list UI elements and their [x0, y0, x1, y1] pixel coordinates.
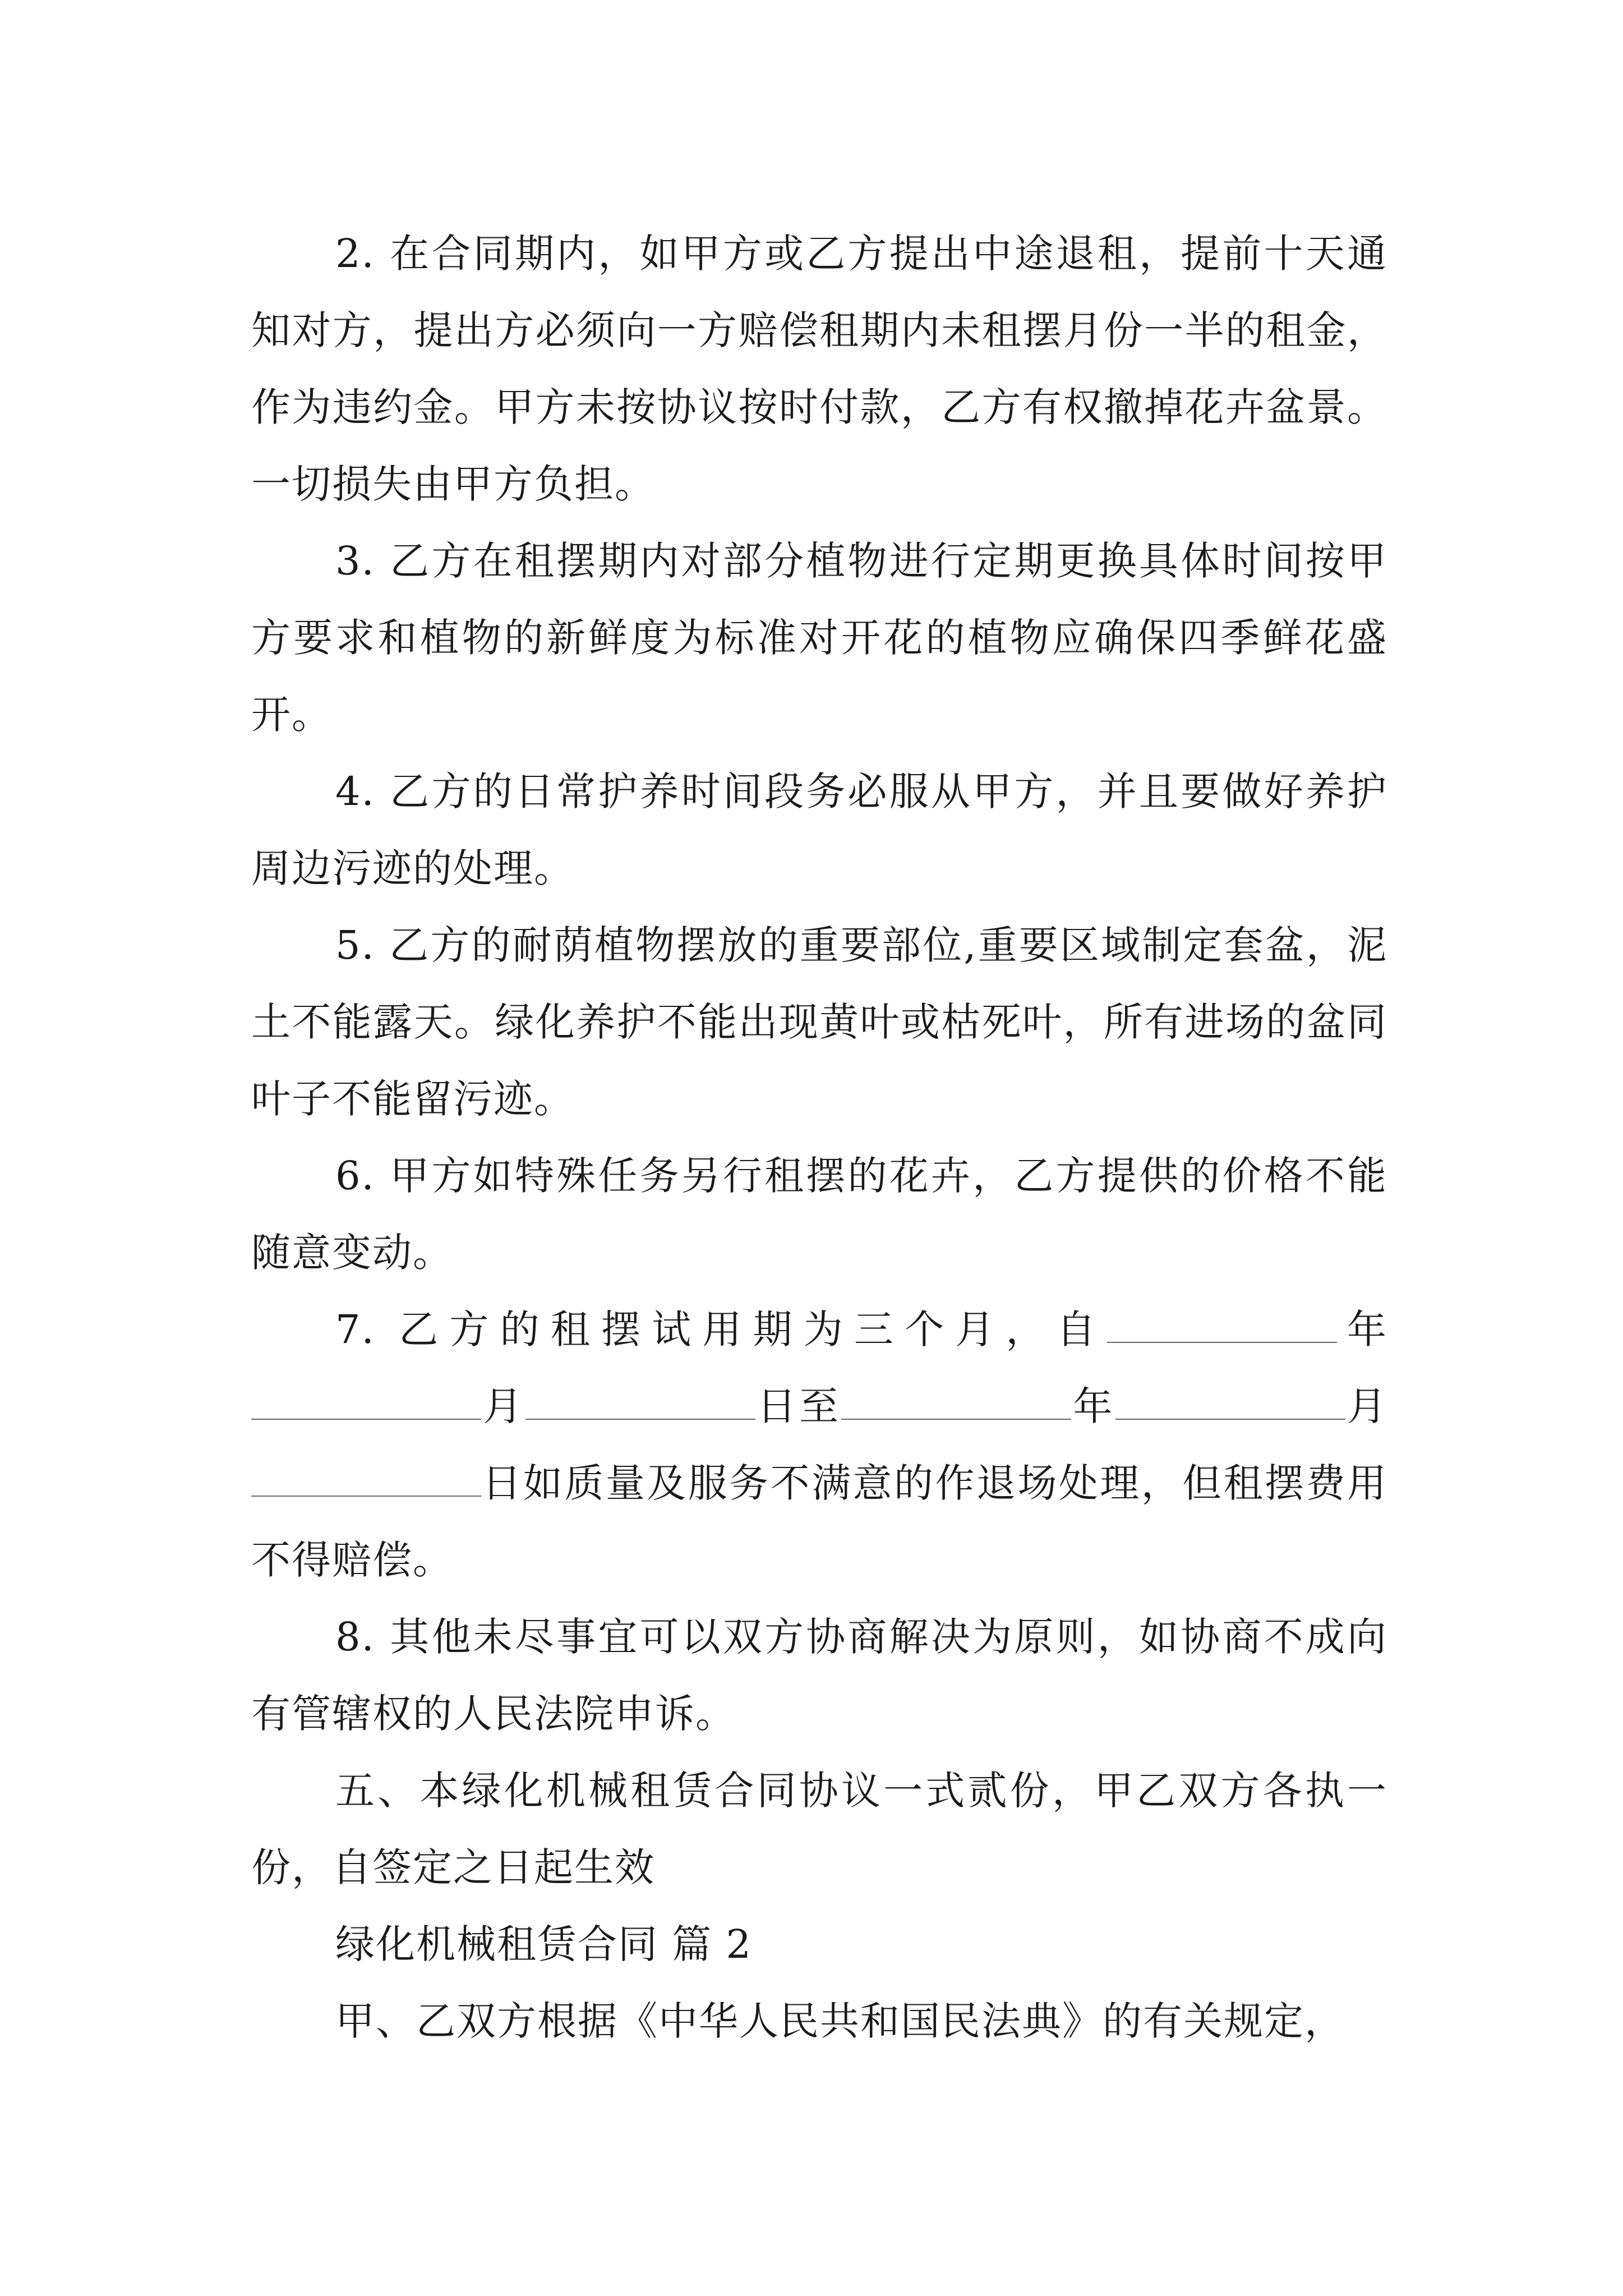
blank-field [251, 1462, 481, 1497]
clause-7-day-1: 日至 [755, 1383, 842, 1429]
clause-5: 5. 乙方的耐荫植物摆放的重要部位,重要区域制定套盆，泥土不能露天。绿化养护不能出现黄叶或枯死叶，所有进场的盆同叶子不能留污迹。 [251, 922, 1387, 1122]
clause-6: 6. 甲方如特殊任务另行租摆的花卉，乙方提供的价格不能随意变动。 [251, 1153, 1387, 1276]
blank-field [251, 1385, 481, 1420]
clause-7-lead: 7. 乙方的租摆试用期为三个月，自 [335, 1306, 1107, 1352]
clause-7 [251, 1291, 1387, 1599]
clause-7-month-1: 月 [481, 1383, 525, 1429]
blank-field [841, 1385, 1071, 1420]
clause-7-month-2: 月 [1345, 1383, 1387, 1429]
section-5: 五、本绿化机械租赁合同协议一式贰份，甲乙双方各执一份，自签定之日起生效 [251, 1768, 1387, 1890]
intro-paragraph: 甲、乙双方根据《中华人民共和国民法典》的有关规定， [335, 1998, 1345, 2044]
clause-7-year-1: 年 [1336, 1306, 1387, 1352]
clause-3: 3. 乙方在租摆期内对部分植物进行定期更换具体时间按甲方要求和植物的新鲜度为标准对开花的植物应确保四季鲜花盛开。 [251, 538, 1387, 738]
blank-field [525, 1385, 755, 1420]
blank-field [1115, 1385, 1345, 1420]
clause-8: 8. 其他未尽事宜可以双方协商解决为原则，如协商不成向有管辖权的人民法院申诉。 [251, 1614, 1387, 1737]
blank-field [1107, 1308, 1337, 1343]
section-heading: 绿化机械租赁合同 篇 2 [335, 1921, 753, 1967]
clause-2: 2. 在合同期内，如甲方或乙方提出中途退租，提前十天通知对方，提出方必须向一方赔偿租期内未租摆月份一半的租金，作为违约金。甲方未按协议按时付款，乙方有权撤掉花卉盆景。一切损失由甲方负担。 [251, 231, 1387, 507]
document-page [251, 215, 1387, 2060]
clause-7-tail: 日如质量及服务不满意的作退场处理，但租摆费用不得赔偿。 [251, 1460, 1387, 1583]
clause-7-year-2: 年 [1071, 1383, 1115, 1429]
clause-4: 4. 乙方的日常护养时间段务必服从甲方，并且要做好养护周边污迹的处理。 [251, 769, 1387, 891]
